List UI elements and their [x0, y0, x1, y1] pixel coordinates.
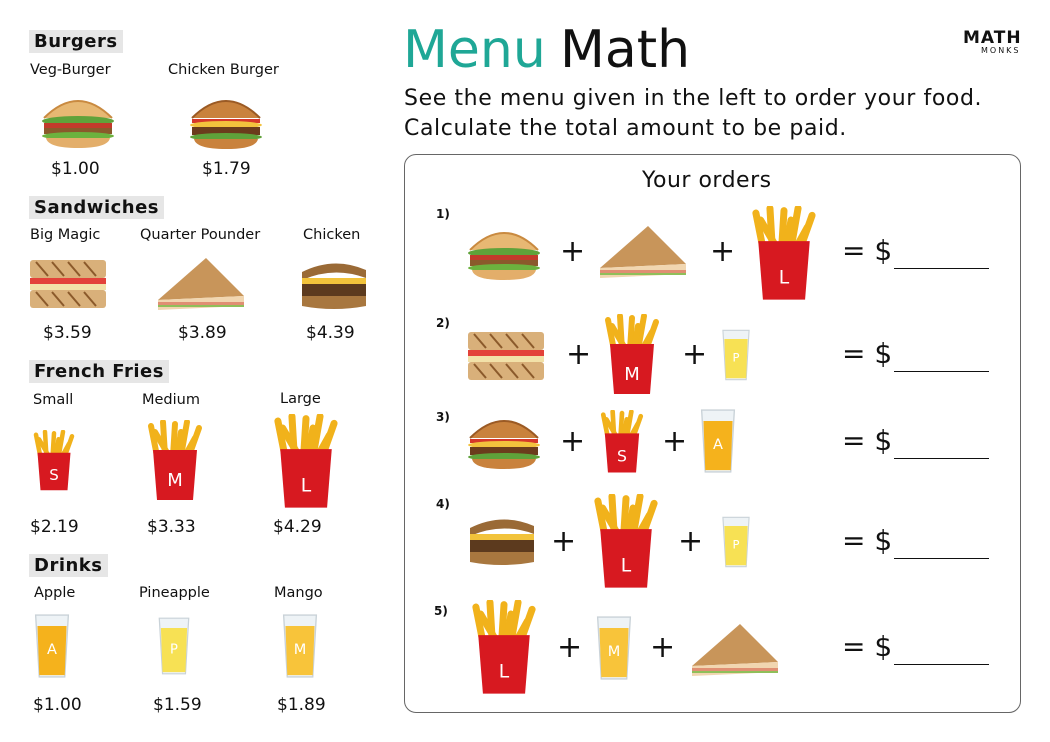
equals-dollar: = $ [842, 234, 893, 267]
large-fries-image [466, 600, 542, 696]
item-name-medium-fries: Medium [142, 392, 200, 408]
orders-title: Your orders [642, 168, 772, 193]
pineapple-drink-image [720, 506, 752, 578]
big-magic-image [26, 254, 110, 312]
price-quarter-pounder: $3.89 [178, 323, 227, 343]
chicken-sandwich-image [466, 508, 538, 568]
item-name-mango-drink: Mango [274, 585, 323, 601]
plus-sign: + [710, 234, 736, 269]
section-header-burgers: Burgers [29, 30, 123, 53]
veg-burger-image [38, 88, 118, 152]
mango-drink-image [280, 612, 320, 680]
large-fries-image [268, 414, 344, 510]
question-number: 4) [436, 497, 450, 511]
answer-blank[interactable] [894, 664, 989, 665]
big-magic-image [464, 326, 548, 384]
fries-size-letter: S [617, 447, 627, 466]
price-small-fries: $2.19 [30, 517, 79, 537]
item-name-chicken-sandwich: Chicken [303, 227, 361, 243]
logo-main-text: MATH [963, 28, 1022, 48]
plus-sign: + [560, 234, 586, 269]
question-number: 2) [436, 316, 450, 330]
item-name-large-fries: Large [280, 391, 321, 407]
price-medium-fries: $3.33 [147, 517, 196, 537]
fries-size-letter: M [624, 364, 640, 385]
price-large-fries: $4.29 [273, 517, 322, 537]
drink-letter: A [713, 437, 723, 454]
fries-size-letter: L [498, 661, 510, 683]
price-veg-burger: $1.00 [51, 159, 100, 179]
item-name-pineapple-drink: Pineapple [139, 585, 210, 601]
apple-drink-image [698, 406, 738, 476]
quarter-pounder-image [688, 618, 784, 678]
quarter-pounder-image [154, 252, 250, 312]
item-name-quarter-pounder: Quarter Pounder [140, 227, 261, 243]
price-big-magic: $3.59 [43, 323, 92, 343]
drink-letter: P [732, 537, 740, 552]
apple-drink-image [32, 612, 72, 680]
item-name-big-magic: Big Magic [30, 227, 101, 243]
answer-blank[interactable] [894, 371, 989, 372]
drink-letter: M [293, 642, 307, 659]
answer-blank[interactable] [894, 458, 989, 459]
item-name-veg-burger: Veg-Burger [30, 62, 111, 78]
price-chicken-burger: $1.79 [202, 159, 251, 179]
section-header-drinks: Drinks [29, 554, 108, 577]
question-number: 1) [436, 207, 450, 221]
plus-sign: + [566, 337, 592, 372]
chicken-burger-image [464, 408, 544, 472]
medium-fries-image [600, 314, 664, 396]
math-monks-logo [963, 28, 1022, 55]
instruction-line-1: See the menu given in the left to order your food. [404, 86, 983, 111]
plus-sign: + [551, 524, 577, 559]
equals-dollar: = $ [842, 337, 893, 370]
plus-sign: + [557, 630, 583, 665]
chicken-burger-image [186, 88, 266, 152]
plus-sign: + [662, 424, 688, 459]
question-number: 3) [436, 410, 450, 424]
plus-sign: + [560, 424, 586, 459]
veg-burger-image [464, 220, 544, 284]
price-apple-drink: $1.00 [33, 695, 82, 715]
item-name-apple-drink: Apple [34, 585, 76, 601]
equals-dollar: = $ [842, 630, 893, 663]
section-header-french-fries: French Fries [29, 360, 169, 383]
drink-letter: A [47, 642, 57, 659]
logo-sub-text: MONKS [981, 46, 1021, 55]
fries-size-letter: L [620, 555, 632, 577]
price-chicken-sandwich: $4.39 [306, 323, 355, 343]
title-math-word: Math [560, 20, 691, 80]
fries-size-letter: L [300, 475, 312, 497]
title-menu-word: Menu [403, 20, 546, 80]
pineapple-drink-image [720, 320, 752, 390]
drink-letter: P [732, 350, 740, 365]
fries-size-letter: M [167, 470, 183, 491]
plus-sign: + [650, 630, 676, 665]
chicken-sandwich-image [298, 252, 370, 312]
instruction-line-2: Calculate the total amount to be paid. [404, 116, 847, 141]
large-fries-image [746, 206, 822, 302]
question-number: 5) [434, 604, 448, 618]
small-fries-image [596, 410, 648, 474]
fries-size-letter: L [778, 267, 790, 289]
item-name-small-fries: Small [33, 392, 74, 408]
drink-letter: P [170, 642, 178, 658]
plus-sign: + [678, 524, 704, 559]
item-name-chicken-burger: Chicken Burger [168, 62, 279, 78]
equals-dollar: = $ [842, 524, 893, 557]
quarter-pounder-image [596, 220, 692, 280]
small-fries-image [30, 430, 78, 492]
price-mango-drink: $1.89 [277, 695, 326, 715]
section-header-sandwiches: Sandwiches [29, 196, 164, 219]
answer-blank[interactable] [894, 268, 989, 269]
large-fries-image [588, 494, 664, 590]
drink-letter: M [607, 644, 621, 661]
equals-dollar: = $ [842, 424, 893, 457]
pineapple-drink-image [156, 612, 192, 680]
medium-fries-image [143, 420, 207, 502]
plus-sign: + [682, 337, 708, 372]
mango-drink-image [594, 612, 634, 684]
price-pineapple-drink: $1.59 [153, 695, 202, 715]
fries-size-letter: S [49, 465, 59, 484]
answer-blank[interactable] [894, 558, 989, 559]
